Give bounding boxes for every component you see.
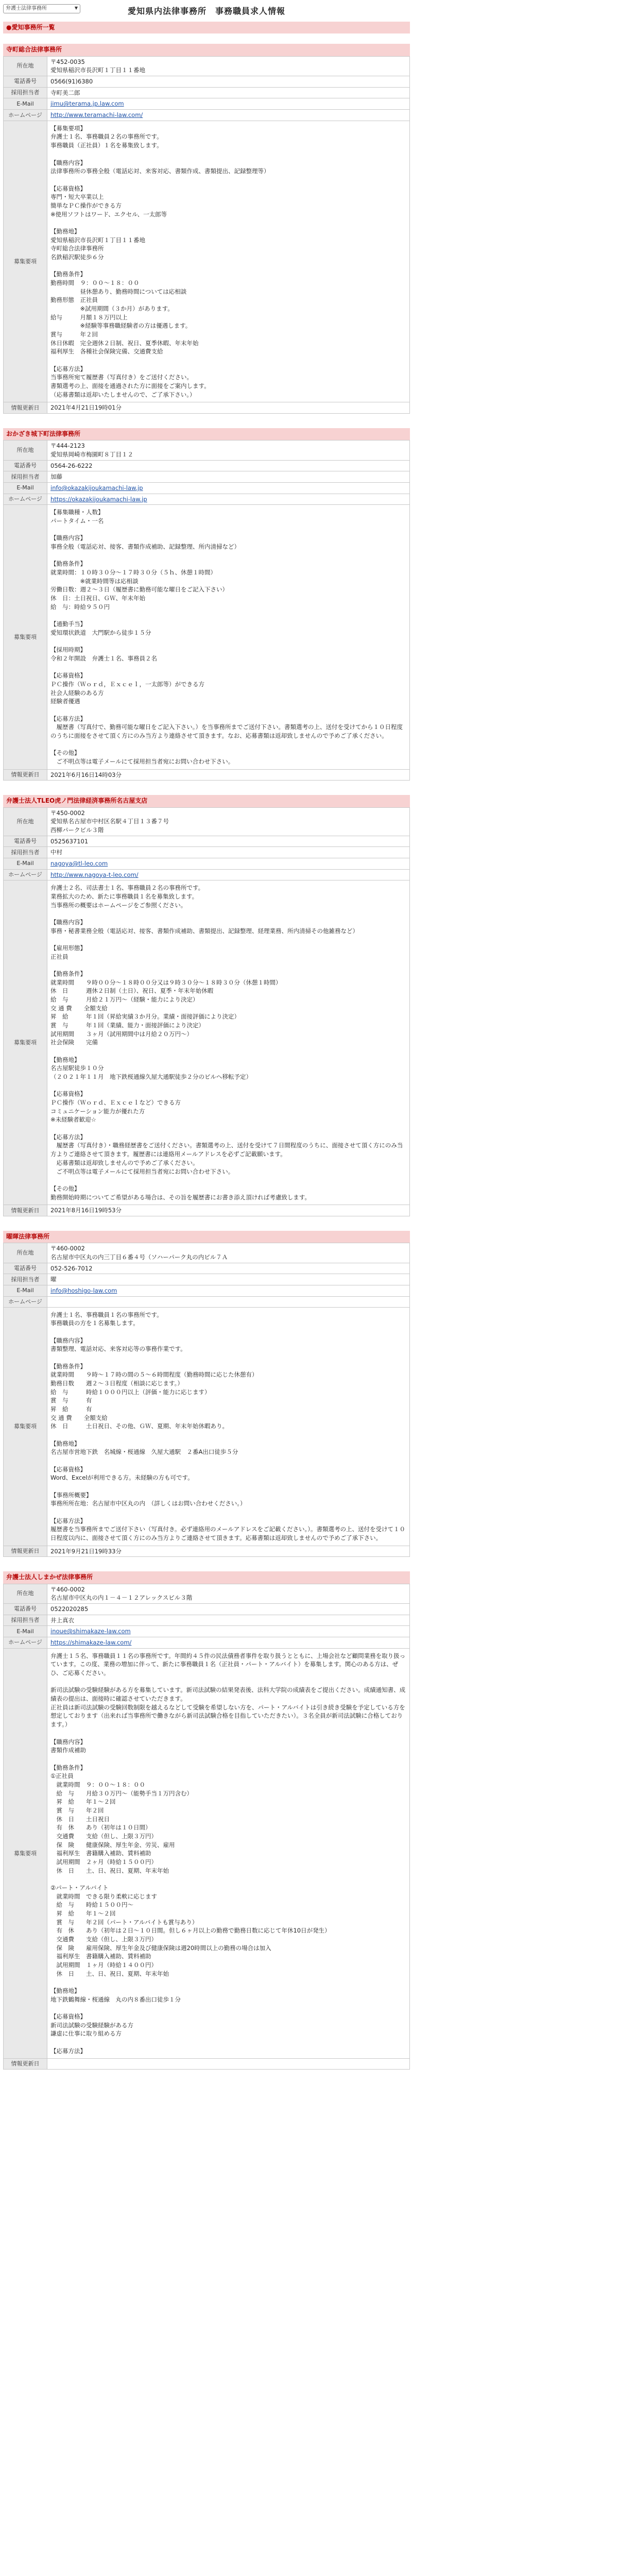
contact-value: 曜 [47,1274,410,1285]
recruit-row [4,1648,410,2059]
contact-value: 中村 [47,847,410,858]
address-label: 所在地 [4,1584,47,1603]
recruit-text: 【募集職種・人数】 パートタイム・一名 【職務内容】 事務全般（電話応対、接客、書類作成補助、記録整理、所内清掃など） 【勤務条件】 就業時間：１０時３０分～１７時３０分（５ｈ、休憩１時間） ※就業時間等は応相談 労働日数：週２～３日（履歴書に勤務可能な曜日をご記入下さい） 休 日：土日祝日、ＧＷ、年末年始 給 与：時給９５０円 【通勤手当】 愛知環状鉄道 大門駅から徒歩１５分 【採用時期】 令和２年開設 弁護士１名、事務員２名 【応募資格】 ＰＣ操作（Ｗｏｒｄ，Ｅｘｃｅｌ，一太郎等）ができる方 社会人経験のある方 経験者優遇 【応募方法】 履歴書（写真付で、勤務可能な曜日をご記入下さい。）を当事務所までご送付下さい。書類選考の上、送付を受けてから１０日程度のうちに面接をさせて頂く方にのみ当方より連絡させて頂きます。なお、応募書類は返却致しませんので予めご了承ください。 【その他】 ご不明点等は電子メールにて採用担当者宛にお問い合わせ下さい。 [50,509,403,765]
email-label: E-Mail [4,1285,47,1296]
address-label: 所在地 [4,1243,47,1263]
office-list [3,44,410,2070]
contact-label: 採用担当者 [4,1274,47,1285]
homepage-row [4,1637,410,1649]
office-name: 寺町総合法律事務所 [3,44,410,56]
updated-label: 情報更新日 [4,402,47,414]
office-name: おかざき城下町法律事務所 [3,428,410,440]
contact-label: 採用担当者 [4,847,47,858]
phone-value: 052-526-7012 [47,1263,410,1274]
contact-value: 加藤 [47,471,410,483]
recruit-text: 弁護士１名、事務職員１名の事務所です。 事務職員の方を１名募集します。 【職務内容】 書類整理、電話対応、来客対応等の事務作業です。 【勤務条件】 就業時間 ９時～１７時の間の５～６時間程度（勤務時間に応じた休憩有） 勤務日数 週２～３日程度（相談に応じます。） 給 与 時給１０００円以上（評価・能力に応じます） 賞 与 有 昇 給 有 交 通 費 全額支給 休 日 土日祝日、その他、ＧＷ、夏期、年末年始休暇あり。 【勤務地】 名古屋市営地下鉄 名城線・桜通線 久屋大通駅 ２番A出口徒歩５分 【応募資格】 Word、Excelが利用できる方。未経験の方も可です。 【事務所概要】 事務所所在地：名古屋市中区丸の内 （詳しくはお問い合わせください。） 【応募方法】 履歴書を当事務所までご送付下さい（写真付き。必ず連絡用のメールアドレスをご記載ください。）。書類選考の上、送付を受けて１０日程度以内に、面接させて頂く方にのみ当方よりご連絡させて頂きます。応募書類は返却致しませんので予めご了承下さい。 [50,1311,405,1542]
address-row [4,440,410,460]
office-info-table [3,1584,410,2070]
address-row [4,1243,410,1263]
phone-value: 0522020285 [47,1604,410,1615]
office-info-table [3,440,410,781]
homepage-label: ホームページ [4,494,47,505]
email-label: E-Mail [4,98,47,110]
email-row [4,98,410,110]
chevron-down-icon: ▼ [74,6,78,10]
phone-row [4,1604,410,1615]
email-link[interactable]: info@hoshigo-law.com [50,1286,117,1294]
email-row [4,858,410,869]
recruit-text: 【募集要項】 弁護士１名、事務職員２名の事務所です。 事務職員（正社員）１名を募集致します。 【職務内容】 法律事務所の事務全般（電話応対、来客対応、書類作成、書類提出、記録整理等） 【応募資格】 専門・短大卒業以上 簡単なＰＣ操作ができる方 ※使用ソフトはワード、エクセル、一太郎等 【勤務地】 愛知県稲沢市長沢町１丁目１１番地 寺町総合法律事務所 名鉄稲沢駅徒歩６分 【勤務条件】 勤務時間 ９：００～１８：００ 昼休憩あり、勤務時間については応相談 勤務形態 正社員 ※試用期間（３か月）があります。 給与 月額１８万円以上 ※経験等事務職経験者の方は優遇します。 賞与 年２回 休日休暇 完全週休２日制、祝日、夏季休暇、年末年始 福利厚生 各種社会保険完備、交通費支給 【応募方法】 当事務所宛て履歴書（写真付き）をご送付ください。 書類選考の上、面接を通過された方に面接をご案内します。 （応募書類は返却いたしませんので、ご了承下さい。） [50,124,270,398]
updated-label: 情報更新日 [4,769,47,781]
contact-label: 採用担当者 [4,87,47,98]
homepage-row [4,1296,410,1307]
homepage-label: ホームページ [4,1296,47,1307]
address-value: 〒452-0035 愛知県稲沢市長沢町１丁目１１番地 [47,56,410,76]
contact-label: 採用担当者 [4,1615,47,1626]
category-select-value: 弁護士法律事務所 [6,6,47,11]
updated-row [4,1546,410,1557]
phone-value: 0566(91)6380 [47,76,410,88]
address-value: 〒460-0002 名古屋市中区丸の内１－４－１２アレックスビル３階 [47,1584,410,1603]
phone-label: 電話番号 [4,836,47,847]
page-title: 愛知県内法律事務所 事務職員求人情報 [127,6,285,16]
contact-value: 井上真衣 [47,1615,410,1626]
homepage-row [4,869,410,880]
phone-row [4,76,410,88]
updated-value: 2021年4月21日19時01分 [47,402,410,414]
updated-row [4,1205,410,1216]
homepage-link[interactable]: https://okazakijoukamachi-law.jp [50,495,147,503]
updated-value: 2021年8月16日19時53分 [47,1205,410,1216]
address-label: 所在地 [4,56,47,76]
office-info-table [3,56,410,414]
phone-row [4,460,410,471]
office-info-table [3,807,410,1216]
address-value: 〒450-0002 愛知県名古屋市中村区名駅４丁目１３番７号 西柳パークビル３階 [47,807,410,836]
homepage-label: ホームページ [4,869,47,880]
phone-row [4,836,410,847]
updated-row [4,2059,410,2070]
phone-label: 電話番号 [4,76,47,88]
phone-label: 電話番号 [4,1604,47,1615]
phone-value: 0564-26-6222 [47,460,410,471]
updated-value: 2021年6月16日14時03分 [47,769,410,781]
address-label: 所在地 [4,807,47,836]
recruit-label: 募集要項 [4,1648,47,2059]
recruit-row [4,1307,410,1546]
email-row [4,1285,410,1296]
office-name: 曜暉法律事務所 [3,1231,410,1243]
recruit-label: 募集要項 [4,880,47,1205]
office-info-table [3,1243,410,1557]
email-link[interactable]: inoue@shimakaze-law.com [50,1628,131,1635]
office-entry [3,795,410,1216]
phone-value: 0525637101 [47,836,410,847]
office-list-banner: ●愛知事務所一覧 [3,22,410,33]
address-value: 〒460-0002 名古屋市中区丸の内三丁目６番４号（ソハーパーク丸の内ビル７Ａ [47,1243,410,1263]
recruit-row [4,505,410,769]
updated-label: 情報更新日 [4,2059,47,2070]
recruit-text: 弁護士２名、司法書士１名、事務職員２名の事務所です。 業務拡大のため、新たに事務職員１名を募集致します。 当事務所の概要はホームページをご参照ください。 【職務内容】 事務・秘書業務全般（電話応対、接客、書類作成補助、書類提出、記録整理、経理業務、所内清掃その他雑務など） 【雇用形態】 正社員 【勤務条件】 就業時間 ９時００分～１８時００分又は９時３０分～１８時３０分（休憩１時間） 休 日 週休２日制（土日）、祝日、夏季・年末年始休暇 給 与 月給２１万円～（経験・能力により決定） 交 通 費 全額支給 昇 給 年１回（昇給実績３か月分。業績・面接評価により決定） 賞 与 年１回（業績、能力・面接評価により決定） 試用期間 ３ヶ月（試用期間中は月給２０万円～） 社会保険 完備 【勤務地】 名古屋駅徒歩１０分 （２０２１年１１月 地下鉄桜通線久屋大通駅徒歩２分のビルへ移転予定） 【応募資格】 ＰＣ操作（Ｗｏｒｄ、Ｅｘｃｅｌなど）できる方 コミュニケーション能力が優れた方 ※未経験者歓迎☆ 【応募方法】 履歴書（写真付き）・職務経歴書をご送付ください。書類選考の上、送付を受けて７日間程度のうちに、面接させて頂く方にのみ当方よりご連絡させて頂きます。履歴書には連絡用メールアドレスを必ずご記載願います。 応募書類は返却致しませんので予めご了承ください。 ご不明点等は電子メールにて採用担当者宛にお問い合わせ下さい。 【その他】 勤務開始時期についてご希望がある場合は、その旨を履歴書にお書き添え頂ければ考慮致します。 [50,884,403,1201]
contact-row [4,471,410,483]
email-link[interactable]: info@okazakijoukamachi-law.jp [50,484,143,492]
recruit-label: 募集要項 [4,1307,47,1546]
office-entry [3,1231,410,1557]
email-label: E-Mail [4,858,47,869]
contact-label: 採用担当者 [4,471,47,483]
contact-row [4,847,410,858]
phone-label: 電話番号 [4,1263,47,1274]
address-value: 〒444-2123 愛知県岡崎市梅園町８丁目１２ [47,440,410,460]
recruit-row [4,121,410,402]
updated-row [4,769,410,781]
updated-row [4,402,410,414]
office-entry [3,44,410,414]
homepage-row [4,110,410,121]
office-entry [3,428,410,781]
contact-row [4,1274,410,1285]
updated-label: 情報更新日 [4,1546,47,1557]
contact-row [4,87,410,98]
homepage-link[interactable]: http://www.teramachi-law.com/ [50,111,143,119]
homepage-link[interactable]: http://www.nagoya-t-leo.com/ [50,871,139,878]
updated-value: 2021年9月21日19時33分 [47,1546,410,1557]
contact-row [4,1615,410,1626]
address-row [4,56,410,76]
office-entry [3,1571,410,2070]
homepage-link[interactable]: https://shimakaze-law.com/ [50,1639,132,1647]
recruit-text: 弁護士１５名、事務職員１１名の事務所です。年間約４５件の民法債務者事件を取り扱うとともに、上場会社など顧問業務を取り扱っています。この度、業務の増加に伴って、新たに事務職員１名（正社員・パート・アルバイト）を募集します。関心のある方は、ぜひ、ご応募ください。 新司法試験の受験経験がある方を募集しています。新司法試験の結果発表後、法科大学院の成績表をご提出ください。成績通知書、成績表の提出は、面接時に確認させていただきます。 正社員は新司法試験の受験回数制限を越えるなどして受験を希望しない方を、パート・アルバイトは引き続き受験を予定している方を想定しております（出来れば当事務所で働きながら新司法試験合格を目指していただきたい）。３名全員が新司法試験に合格しております。） 【職務内容】 書類作成補助 【勤務条件】 ①正社員 就業時間 ９：００～１８：００ 給 与 月給３０万円～（能勢手当１万円含む） 昇 給 年１～２回 賞 与 年２回 休 日 土日祝日 有 休 あり（初年は１０日間） 交通費 支給（但し、上限３万円） 保 険 健康保険、厚生年金、労災、雇用 福利厚生 書籍購入補助、賃料補助 試用期間 ２ヶ月（時給１５００円） 休 日 土、日、祝日、夏期、年末年始 ②パート・アルバイト 就業時間 できる限り柔軟に応じます 給 与 時給１５００円～ 昇 給 年１～２回 賞 与 年２回（パート・アルバイトも賞与あり） 有 休 あり（初年は２日～１０日間。但し６ヶ月以上の勤務で勤務日数に応じて年休10日が発生） 交通費 支給（但し、上限３万円） 保 険 雇用保険、厚生年金及び健康保険は週20時間以上の勤務の場合は加入 福利厚生 書籍購入補助、賃料補助 試用期間 １ヶ月（時給１４００円） 休 日 土、日、祝日、夏期、年末年始 【勤務地】 地下鉄鶴舞線・桜通線 丸の内８番出口徒歩１分 【応募資格】 新司法試験の受験経験がある方 謙虚に仕事に取り組める方 【応募方法】 [50,1652,406,2055]
recruit-row [4,880,410,1205]
recruit-label: 募集要項 [4,505,47,769]
phone-row [4,1263,410,1274]
office-name: 弁護士法人TLEO虎ノ門法律経済事務所名古屋支店 [3,795,410,807]
email-label: E-Mail [4,483,47,494]
homepage-label: ホームページ [4,110,47,121]
phone-label: 電話番号 [4,460,47,471]
updated-value [47,2059,410,2070]
contact-value: 寺町美二郎 [47,87,410,98]
email-row [4,1626,410,1637]
email-label: E-Mail [4,1626,47,1637]
email-row [4,483,410,494]
address-row [4,1584,410,1603]
email-link[interactable]: jimu@terama.jp.law.com [50,100,124,108]
updated-label: 情報更新日 [4,1205,47,1216]
email-link[interactable]: nagoya@tl-leo.com [50,859,108,867]
header-row [3,3,410,19]
office-name: 弁護士法人しまかぜ法律事務所 [3,1571,410,1583]
recruit-label: 募集要項 [4,121,47,402]
homepage-label: ホームページ [4,1637,47,1649]
address-row [4,807,410,836]
homepage-row [4,494,410,505]
address-label: 所在地 [4,440,47,460]
